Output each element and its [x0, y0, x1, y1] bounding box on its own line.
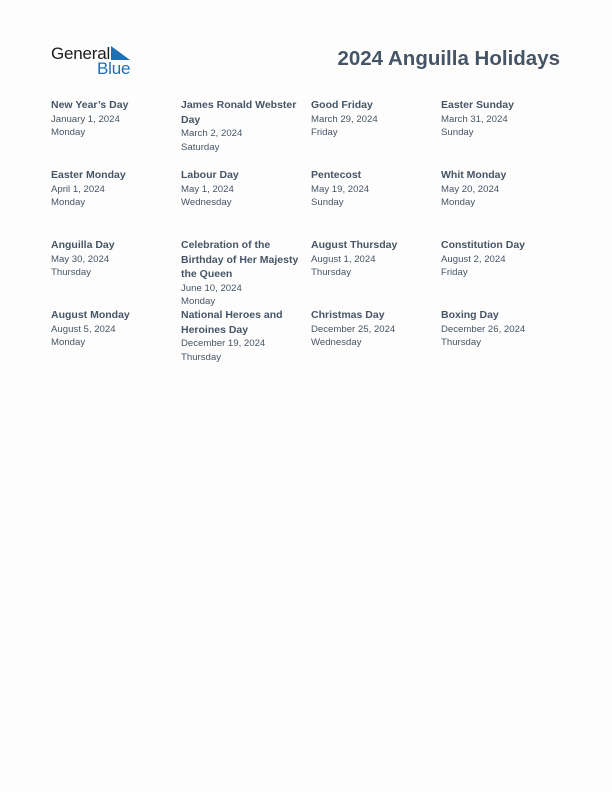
holiday-weekday: Wednesday — [311, 337, 362, 348]
holiday-name: Pentecost — [311, 169, 362, 181]
holiday-name: National Heroes and Heroines Day — [181, 309, 283, 336]
holiday-date: June 10, 2024 — [181, 282, 242, 294]
holiday-name: New Year’s Day — [51, 99, 129, 111]
holiday-weekday: Friday — [441, 267, 468, 278]
holiday-weekday: Saturday — [181, 141, 220, 153]
holiday-name: Constitution Day — [441, 239, 525, 251]
holiday-weekday: Thursday — [441, 337, 481, 348]
holiday-name: Easter Sunday — [441, 99, 514, 111]
holiday-name: James Ronald Webster Day — [181, 99, 297, 126]
holiday-weekday: Monday — [181, 296, 216, 307]
holiday-date: March 2, 2024 — [181, 128, 243, 139]
holiday-date: March 31, 2024 — [441, 113, 508, 125]
holiday-item — [181, 308, 301, 364]
holiday-item — [441, 98, 561, 140]
holiday-name: Good Friday — [311, 99, 373, 111]
page-title: 2024 Anguilla Holidays — [337, 47, 560, 70]
holiday-date: December 26, 2024 — [441, 323, 526, 335]
holiday-weekday: Friday — [311, 127, 338, 138]
holiday-item — [51, 238, 171, 280]
holiday-item — [311, 98, 431, 140]
holiday-name: Christmas Day — [311, 309, 385, 321]
holiday-item — [51, 168, 171, 210]
holiday-date: December 19, 2024 — [181, 338, 266, 349]
holiday-date: May 30, 2024 — [51, 253, 110, 265]
holiday-name: August Monday — [51, 309, 130, 321]
holiday-date: April 1, 2024 — [51, 183, 105, 195]
holiday-item — [311, 168, 431, 210]
holiday-weekday: Monday — [51, 127, 86, 138]
holiday-date: August 2, 2024 — [441, 253, 506, 265]
holiday-name: Labour Day — [181, 169, 239, 181]
holiday-name: Boxing Day — [441, 309, 499, 321]
holiday-item — [441, 238, 561, 280]
holiday-weekday: Thursday — [311, 267, 351, 278]
holiday-date: March 29, 2024 — [311, 113, 378, 125]
holiday-weekday: Monday — [51, 197, 86, 208]
holiday-date: May 20, 2024 — [441, 183, 500, 195]
holiday-weekday: Monday — [441, 197, 476, 208]
holiday-name: Whit Monday — [441, 169, 507, 181]
holiday-name: August Thursday — [311, 239, 398, 251]
holiday-date: August 5, 2024 — [51, 323, 116, 335]
holiday-date: January 1, 2024 — [51, 113, 120, 125]
holiday-weekday: Thursday — [51, 267, 91, 278]
holiday-item — [181, 98, 301, 154]
holiday-item — [181, 238, 301, 309]
holiday-name: Easter Monday — [51, 169, 126, 181]
holiday-name: Anguilla Day — [51, 239, 115, 251]
holiday-date: August 1, 2024 — [311, 253, 376, 265]
holiday-item — [51, 308, 171, 350]
holiday-name: Celebration of the Birthday of Her Majesty the Queen — [181, 239, 299, 280]
holiday-weekday: Monday — [51, 337, 86, 348]
holiday-item — [441, 308, 561, 350]
holiday-weekday: Wednesday — [181, 197, 232, 208]
logo-word-general: General — [51, 44, 111, 63]
holiday-weekday: Sunday — [311, 197, 344, 208]
holiday-date: May 19, 2024 — [311, 183, 370, 195]
logo-flag-icon — [111, 46, 130, 60]
holiday-date: December 25, 2024 — [311, 323, 396, 335]
holiday-item — [311, 238, 431, 280]
logo-word-blue: Blue — [97, 59, 131, 78]
generalblue-logo — [51, 44, 133, 78]
holiday-weekday: Sunday — [441, 127, 474, 138]
holiday-item — [311, 308, 431, 350]
holiday-item — [441, 168, 561, 210]
holiday-weekday: Thursday — [181, 351, 221, 363]
holiday-item — [181, 168, 301, 210]
holiday-item — [51, 98, 171, 140]
holiday-date: May 1, 2024 — [181, 183, 234, 195]
